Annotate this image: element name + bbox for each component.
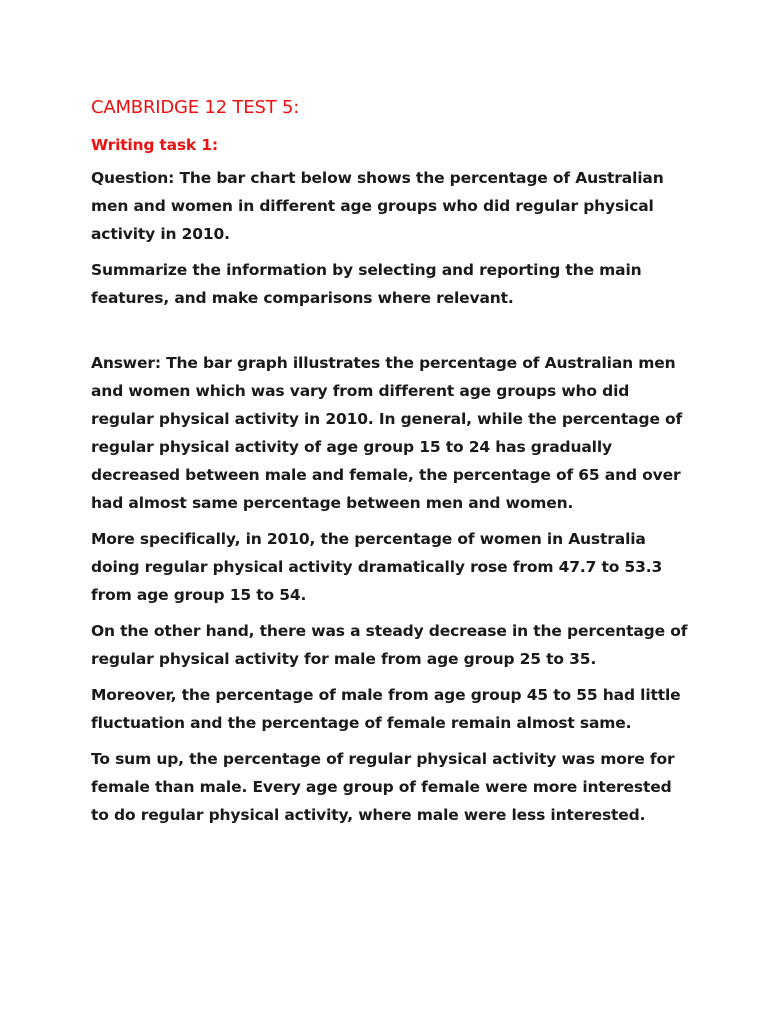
task-heading: Writing task 1: bbox=[91, 136, 218, 154]
answer-paragraph-specifics: More specifically, in 2010, the percentage of women in Australia doing regular physical activity dramatically rose from 47.7 to 53.3 from age group 15 to 54. bbox=[91, 530, 663, 604]
instruction-paragraph: Summarize the information by selecting and reporting the main features, and make comparisons where relevant. bbox=[91, 261, 642, 307]
answer-paragraph-intro: Answer: The bar graph illustrates the percentage of Australian men and women which was vary from different age groups who did regular physical activity in 2010. In general, while the percentage of regular physical activity of age group 15 to 24 has gradually decreased between male and female, the percentage of 65 and over had almost same percentage between men and women. bbox=[91, 354, 683, 512]
answer-paragraph-male-decrease: On the other hand, there was a steady decrease in the percentage of regular physical activity for male from age group 25 to 35. bbox=[91, 622, 688, 668]
paragraph-spacer bbox=[91, 320, 691, 349]
answer-paragraph-conclusion: To sum up, the percentage of regular physical activity was more for female than male. Every age group of female were more interested to do regular physical activity, where male were less interested. bbox=[91, 750, 675, 824]
document-title: CAMBRIDGE 12 TEST 5: bbox=[91, 97, 300, 118]
document-body bbox=[91, 94, 691, 837]
question-paragraph: Question: The bar chart below shows the percentage of Australian men and women in different age groups who did regular physical activity in 2010. bbox=[91, 169, 664, 243]
answer-paragraph-fluctuation: Moreover, the percentage of male from age group 45 to 55 had little fluctuation and the percentage of female remain almost same. bbox=[91, 686, 681, 732]
